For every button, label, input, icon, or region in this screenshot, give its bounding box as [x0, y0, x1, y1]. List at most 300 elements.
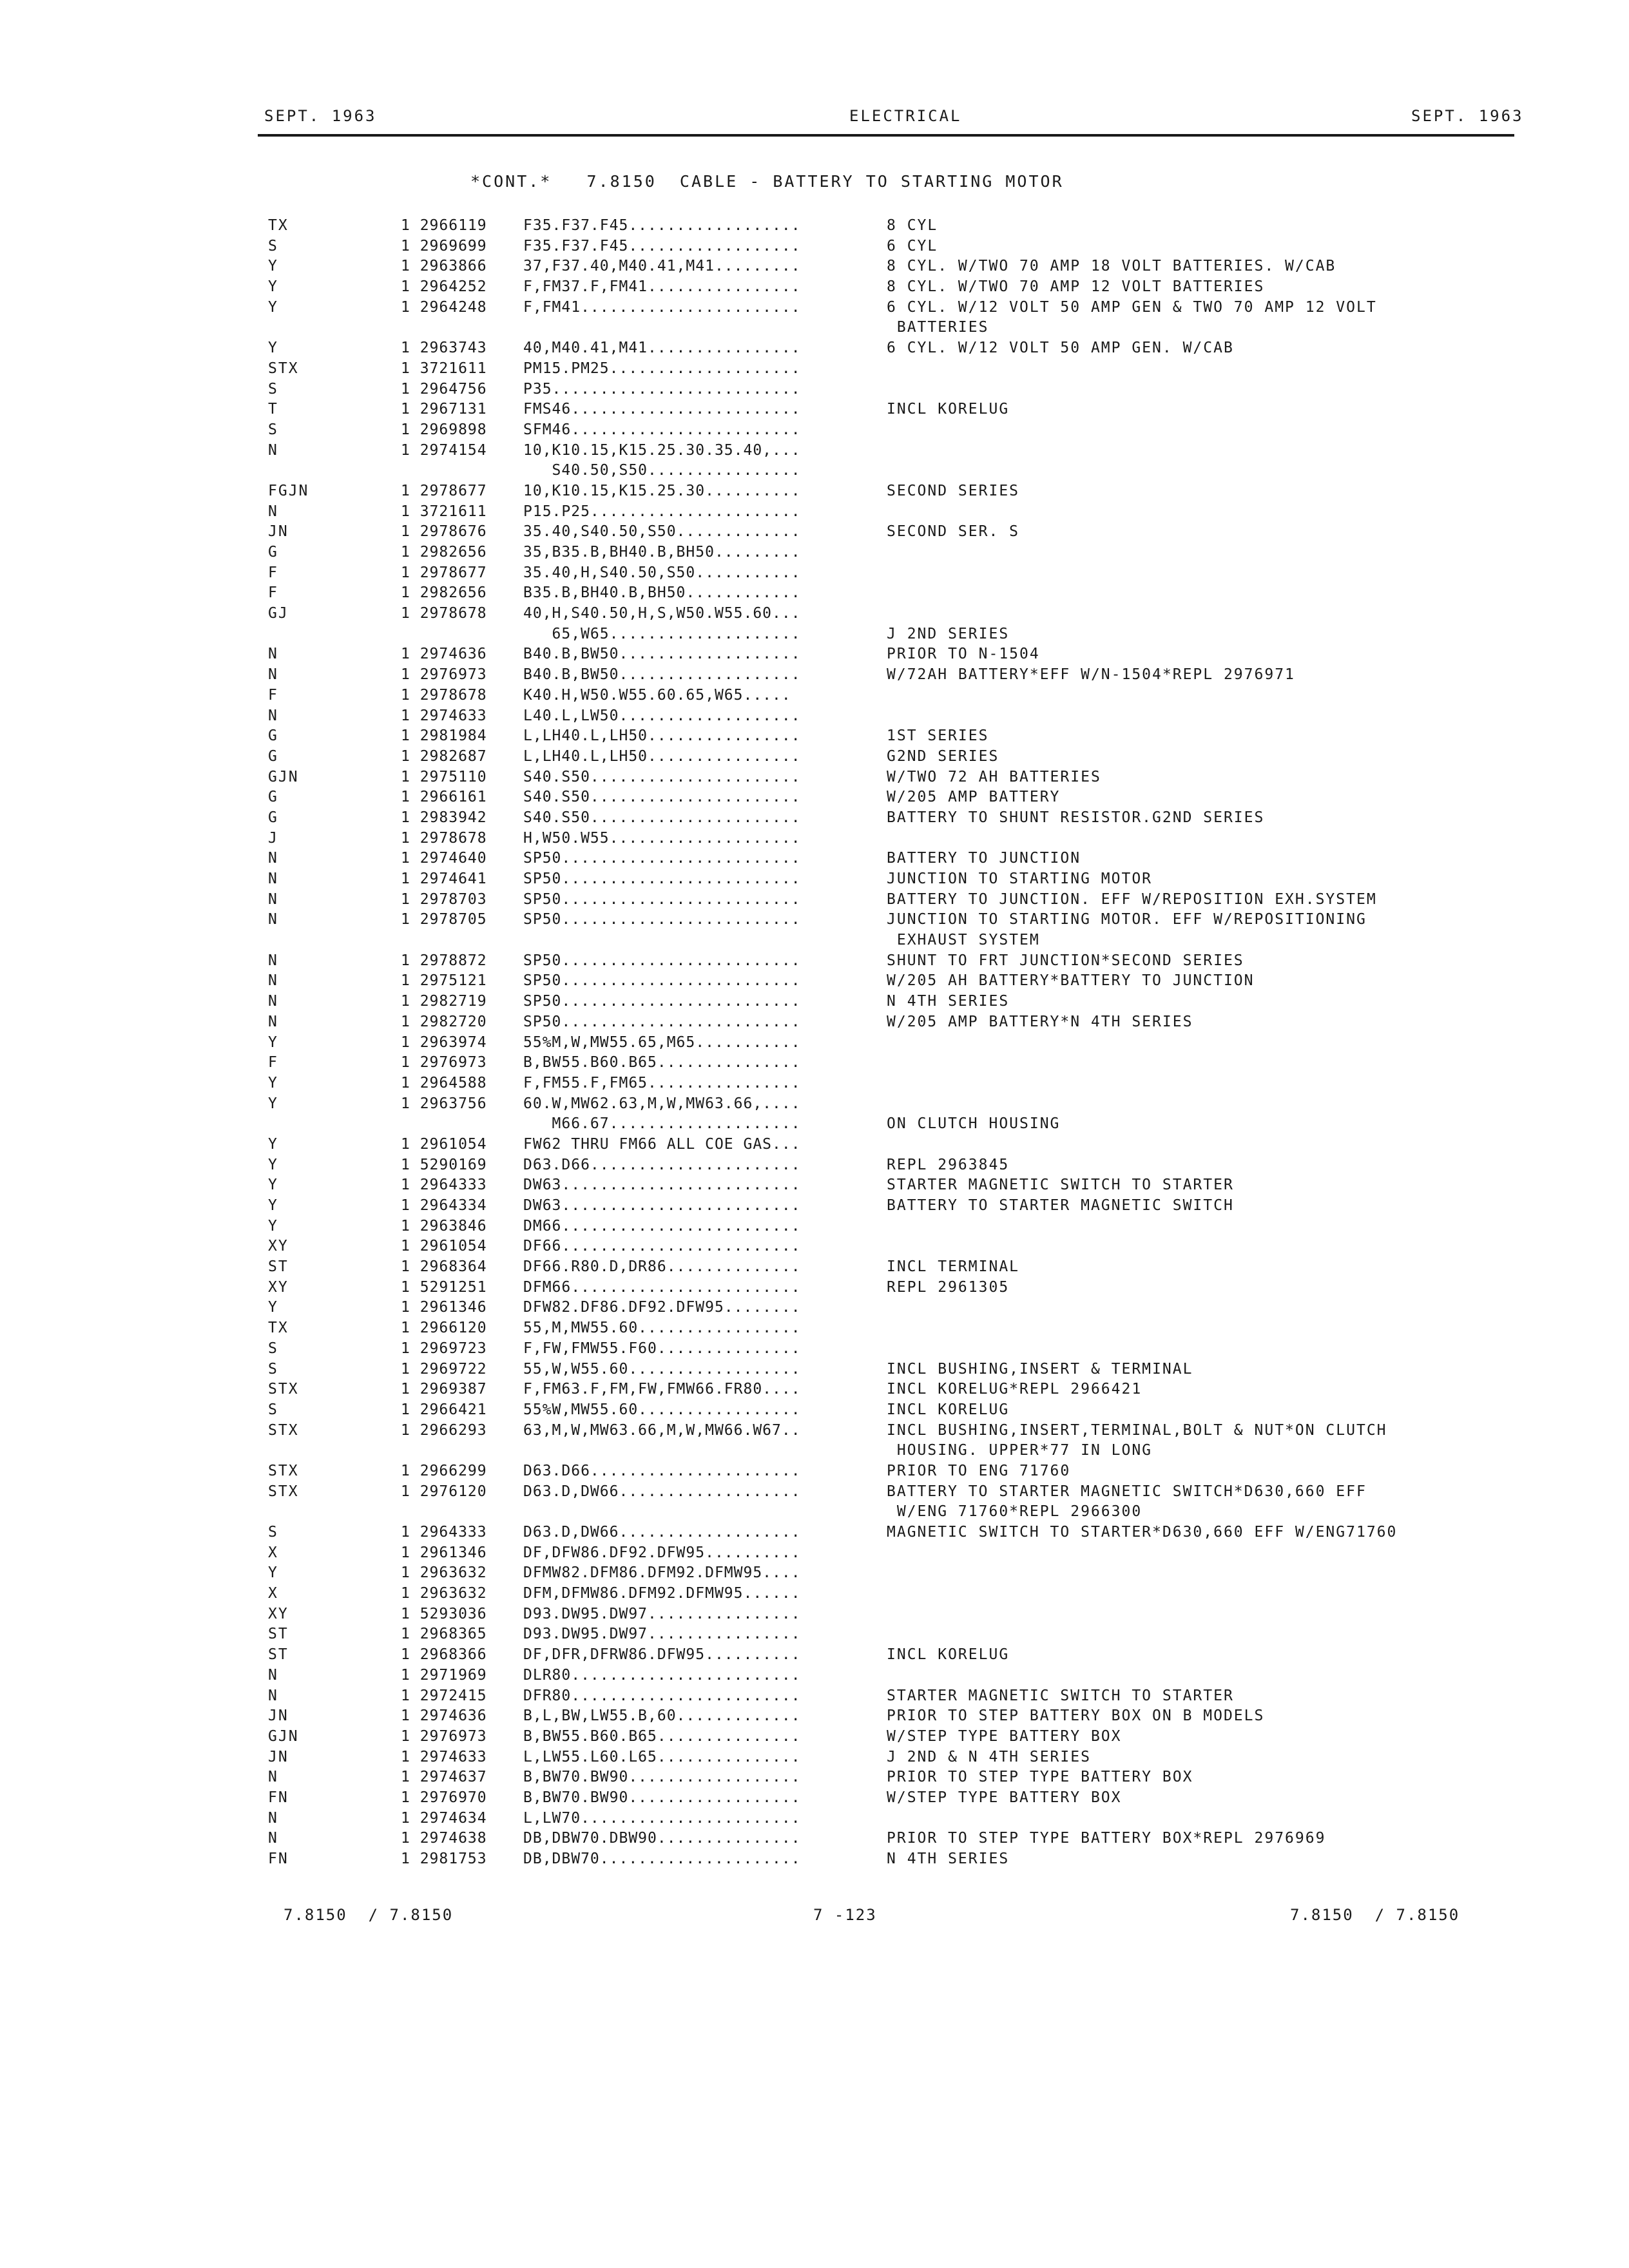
part-number: 1 2971969 — [401, 1666, 487, 1684]
model-applicability: 55%W,MW55.60................. — [523, 1401, 801, 1418]
part-number: 1 2975110 — [401, 768, 487, 785]
part-description: 1ST SERIES — [887, 727, 989, 745]
model-applicability: B35.B,BH40.B,BH50............ — [523, 584, 801, 602]
model-applicability: F,FM63.F,FM,FW,FMW66.FR80.... — [523, 1381, 801, 1398]
model-code: Y — [268, 1564, 278, 1582]
part-description: PRIOR TO ENG 71760 — [887, 1462, 1071, 1479]
part-number: 1 2967131 — [401, 401, 487, 418]
part-description: JUNCTION TO STARTING MOTOR — [887, 870, 1153, 887]
part-description: INCL KORELUG — [887, 401, 1010, 418]
model-code: N — [268, 850, 278, 867]
list-item — [0, 236, 1629, 257]
model-code: FGJN — [268, 482, 309, 499]
model-applicability: DF,DFR,DFRW86.DFW95.......... — [523, 1646, 801, 1664]
list-item — [0, 380, 1629, 400]
part-number: 1 2974636 — [401, 646, 487, 663]
model-code: ST — [268, 1646, 289, 1664]
list-item — [0, 1421, 1629, 1441]
list-item — [0, 1502, 1629, 1523]
part-number: 1 5293036 — [401, 1605, 487, 1622]
list-item — [0, 563, 1629, 584]
list-item — [0, 481, 1629, 502]
part-number: 1 2982656 — [401, 544, 487, 561]
list-item — [0, 1400, 1629, 1421]
part-number: 1 2978678 — [401, 605, 487, 622]
part-number: 1 2964756 — [401, 380, 487, 398]
list-item — [0, 522, 1629, 543]
part-number: 1 2966161 — [401, 789, 487, 806]
part-description: BATTERY TO STARTER MAGNETIC SWITCH*D630,660 EFF — [887, 1483, 1367, 1500]
part-description: 6 CYL. W/12 VOLT 50 AMP GEN. W/CAB — [887, 340, 1234, 357]
list-item — [0, 726, 1629, 747]
model-code: ST — [268, 1258, 289, 1276]
model-code: Y — [268, 1217, 278, 1235]
model-code: G — [268, 544, 278, 561]
model-applicability: L40.L,LW50................... — [523, 707, 801, 724]
part-description: BATTERIES — [887, 319, 989, 336]
model-code: Y — [268, 1033, 278, 1051]
model-code: N — [268, 441, 278, 459]
model-applicability: F35.F37.F45.................. — [523, 217, 801, 234]
model-code: J — [268, 829, 278, 847]
list-item — [0, 829, 1629, 849]
model-applicability: 65,W65.................... — [523, 625, 801, 642]
list-item — [0, 1360, 1629, 1380]
model-applicability: D63.D,DW66................... — [523, 1483, 801, 1500]
footer-ref-left: 7.8150 / 7.8150 — [284, 1906, 454, 1924]
part-number: 1 2983942 — [401, 809, 487, 826]
footer-ref-right: 7.8150 / 7.8150 — [1290, 1906, 1460, 1924]
list-item — [0, 583, 1629, 604]
list-item — [0, 706, 1629, 727]
model-code: N — [268, 1013, 278, 1030]
model-code: G — [268, 747, 278, 765]
part-number: 1 2966119 — [401, 217, 487, 234]
model-code: N — [268, 1830, 278, 1847]
part-description: W/72AH BATTERY*EFF W/N-1504*REPL 2976971 — [887, 666, 1295, 684]
list-item — [0, 1094, 1629, 1115]
part-description: 6 CYL. W/12 VOLT 50 AMP GEN & TWO 70 AMP 12 VOLT — [887, 298, 1377, 316]
model-applicability: S40.S50...................... — [523, 789, 801, 806]
list-item — [0, 1175, 1629, 1196]
list-item — [0, 1543, 1629, 1564]
list-item — [0, 1624, 1629, 1645]
part-description: BATTERY TO STARTER MAGNETIC SWITCH — [887, 1197, 1234, 1214]
model-code: GJN — [268, 768, 299, 785]
list-item — [0, 1829, 1629, 1849]
model-applicability: DB,DBW70..................... — [523, 1850, 801, 1867]
part-description: INCL KORELUG*REPL 2966421 — [887, 1381, 1142, 1398]
part-number: 1 2964252 — [401, 278, 487, 296]
part-number: 1 2982719 — [401, 993, 487, 1010]
part-number: 1 2963743 — [401, 340, 487, 357]
list-item — [0, 1584, 1629, 1604]
model-code: ST — [268, 1626, 289, 1643]
part-description: N 4TH SERIES — [887, 993, 1010, 1010]
model-code: STX — [268, 1462, 299, 1479]
header-rule — [258, 134, 1514, 137]
model-applicability: 40,M40.41,M41................ — [523, 340, 801, 357]
part-number: 1 2974154 — [401, 441, 487, 459]
list-item — [0, 1278, 1629, 1298]
model-applicability: 40,H,S40.50,H,S,W50.W55.60... — [523, 605, 801, 622]
model-code: STX — [268, 360, 299, 377]
model-applicability: 55,M,MW55.60................. — [523, 1320, 801, 1337]
list-item — [0, 441, 1629, 461]
list-item — [0, 1236, 1629, 1257]
model-code: FN — [268, 1789, 289, 1806]
part-number: 1 2976970 — [401, 1789, 487, 1806]
part-number: 1 2975121 — [401, 972, 487, 990]
model-applicability: 37,F37.40,M40.41,M41......... — [523, 258, 801, 275]
part-number: 1 2976120 — [401, 1483, 487, 1500]
list-item — [0, 624, 1629, 645]
model-applicability: S40.S50...................... — [523, 809, 801, 826]
model-code: F — [268, 584, 278, 602]
list-item — [0, 461, 1629, 481]
header-date-left: SEPT. 1963 — [264, 107, 377, 125]
model-code: N — [268, 646, 278, 663]
model-code: N — [268, 1687, 278, 1704]
list-item — [0, 1135, 1629, 1155]
model-applicability: S40.50,S50................ — [523, 462, 801, 479]
model-applicability: FMS46........................ — [523, 401, 801, 418]
model-code: G — [268, 727, 278, 745]
model-applicability: DLR80........................ — [523, 1666, 801, 1684]
model-applicability: DB,DBW70.DBW90............... — [523, 1830, 801, 1847]
part-description: INCL BUSHING,INSERT,TERMINAL,BOLT & NUT*ON CLUTCH — [887, 1421, 1387, 1439]
list-item — [0, 1339, 1629, 1360]
part-number: 1 2964588 — [401, 1074, 487, 1091]
model-code: S — [268, 1360, 278, 1378]
model-applicability: 63,M,W,MW63.66,M,W,MW66.W67.. — [523, 1421, 801, 1439]
model-code: JN — [268, 523, 289, 541]
part-number: 1 2968365 — [401, 1626, 487, 1643]
part-number: 1 2978678 — [401, 829, 487, 847]
part-number: 1 2964334 — [401, 1197, 487, 1214]
model-code: TX — [268, 1320, 289, 1337]
model-applicability: DF66......................... — [523, 1238, 801, 1255]
model-code: GJ — [268, 605, 289, 622]
part-description: 8 CYL. W/TWO 70 AMP 18 VOLT BATTERIES. W/CAB — [887, 258, 1336, 275]
list-item — [0, 1727, 1629, 1747]
list-item — [0, 1788, 1629, 1809]
model-applicability: F,FW,FMW55.F60............... — [523, 1340, 801, 1357]
model-applicability: D63.D,DW66................... — [523, 1524, 801, 1541]
part-number: 1 5291251 — [401, 1278, 487, 1296]
part-number: 1 3721611 — [401, 360, 487, 377]
part-number: 1 2963846 — [401, 1217, 487, 1235]
section-title: *CONT.* 7.8150 CABLE - BATTERY TO STARTING MOTOR — [470, 172, 1064, 191]
model-applicability: H,W50.W55.................... — [523, 829, 801, 847]
part-number: 1 2976973 — [401, 1727, 487, 1745]
part-number: 1 2964333 — [401, 1524, 487, 1541]
model-applicability: D63.D66...................... — [523, 1156, 801, 1173]
part-number: 1 2963756 — [401, 1095, 487, 1112]
model-code: N — [268, 666, 278, 684]
list-item — [0, 1809, 1629, 1829]
list-item — [0, 849, 1629, 869]
model-applicability: DW63......................... — [523, 1197, 801, 1214]
part-number: 1 2978678 — [401, 686, 487, 704]
model-applicability: B40.B,BW50................... — [523, 646, 801, 663]
part-number: 1 2964333 — [401, 1177, 487, 1194]
model-applicability: DW63......................... — [523, 1177, 801, 1194]
list-item — [0, 1706, 1629, 1727]
list-item — [0, 951, 1629, 972]
part-description: STARTER MAGNETIC SWITCH TO STARTER — [887, 1177, 1234, 1194]
header-section: ELECTRICAL — [849, 107, 962, 125]
model-applicability: SP50......................... — [523, 1013, 801, 1030]
list-item — [0, 1461, 1629, 1482]
list-item — [0, 644, 1629, 665]
part-description: PRIOR TO STEP BATTERY BOX ON B MODELS — [887, 1707, 1265, 1725]
list-item — [0, 338, 1629, 359]
part-description: JUNCTION TO STARTING MOTOR. EFF W/REPOSITIONING — [887, 911, 1367, 928]
part-description: 8 CYL — [887, 217, 938, 234]
list-item — [0, 686, 1629, 706]
model-applicability: B,BW55.B60.B65............... — [523, 1727, 801, 1745]
model-code: N — [268, 503, 278, 520]
list-item — [0, 298, 1629, 318]
part-description: BATTERY TO SHUNT RESISTOR.G2ND SERIES — [887, 809, 1265, 826]
model-code: GJN — [268, 1727, 299, 1745]
part-number: 1 2974640 — [401, 850, 487, 867]
model-applicability: SP50......................... — [523, 890, 801, 908]
part-description: 8 CYL. W/TWO 70 AMP 12 VOLT BATTERIES — [887, 278, 1265, 296]
list-item — [0, 1155, 1629, 1176]
model-code: STX — [268, 1421, 299, 1439]
list-item — [0, 869, 1629, 890]
model-code: Y — [268, 1095, 278, 1112]
model-applicability: D93.DW95.DW97................ — [523, 1605, 801, 1622]
part-number: 1 2981984 — [401, 727, 487, 745]
part-description: J 2ND SERIES — [887, 625, 1010, 642]
model-code: N — [268, 870, 278, 887]
part-description: INCL BUSHING,INSERT & TERMINAL — [887, 1360, 1193, 1378]
part-number: 1 2969898 — [401, 421, 487, 438]
part-number: 1 2982687 — [401, 747, 487, 765]
part-description: W/TWO 72 AH BATTERIES — [887, 768, 1101, 785]
list-item — [0, 1033, 1629, 1053]
model-code: Y — [268, 1135, 278, 1153]
model-applicability: DM66......................... — [523, 1217, 801, 1235]
part-number: 1 2978705 — [401, 911, 487, 928]
model-applicability: DFMW82.DFM86.DFM92.DFMW95.... — [523, 1564, 801, 1582]
model-applicability: L,LH40.L,LH50................ — [523, 727, 801, 745]
part-number: 1 2963632 — [401, 1585, 487, 1602]
part-number: 1 2974634 — [401, 1809, 487, 1827]
part-number: 1 2969723 — [401, 1340, 487, 1357]
list-item — [0, 1379, 1629, 1400]
model-applicability: S40.S50...................... — [523, 768, 801, 785]
model-applicability: 10,K10.15,K15.25.30.......... — [523, 482, 801, 499]
model-applicability: L,LH40.L,LH50................ — [523, 747, 801, 765]
model-applicability: 35,B35.B,BH40.B,BH50......... — [523, 544, 801, 561]
list-item — [0, 665, 1629, 686]
list-item — [0, 1441, 1629, 1461]
part-description: INCL KORELUG — [887, 1401, 1010, 1418]
model-code: N — [268, 707, 278, 724]
part-description: PRIOR TO STEP TYPE BATTERY BOX — [887, 1769, 1193, 1786]
model-applicability: K40.H,W50.W55.60.65,W65..... — [523, 686, 791, 704]
model-code: N — [268, 952, 278, 969]
part-number: 1 2961346 — [401, 1299, 487, 1316]
list-item — [0, 1053, 1629, 1073]
part-description: W/STEP TYPE BATTERY BOX — [887, 1727, 1122, 1745]
model-code: F — [268, 1054, 278, 1072]
model-code: S — [268, 237, 278, 255]
part-description: BATTERY TO JUNCTION — [887, 850, 1081, 867]
list-item — [0, 1666, 1629, 1686]
part-number: 1 2974638 — [401, 1830, 487, 1847]
part-number: 1 2963866 — [401, 258, 487, 275]
part-number: 1 2969722 — [401, 1360, 487, 1378]
model-applicability: B40.B,BW50................... — [523, 666, 801, 684]
list-item — [0, 930, 1629, 951]
model-applicability: D63.D66...................... — [523, 1462, 801, 1479]
model-applicability: 55%M,W,MW55.65,M65........... — [523, 1033, 801, 1051]
part-description: BATTERY TO JUNCTION. EFF W/REPOSITION EXH.SYSTEM — [887, 890, 1377, 908]
part-number: 1 2966293 — [401, 1421, 487, 1439]
model-applicability: SP50......................... — [523, 850, 801, 867]
part-description: ON CLUTCH HOUSING — [887, 1115, 1061, 1133]
list-item — [0, 543, 1629, 563]
part-number: 1 2978677 — [401, 482, 487, 499]
model-applicability: SP50......................... — [523, 952, 801, 969]
list-item — [0, 1298, 1629, 1318]
part-description: STARTER MAGNETIC SWITCH TO STARTER — [887, 1687, 1234, 1704]
part-description: SHUNT TO FRT JUNCTION*SECOND SERIES — [887, 952, 1244, 969]
model-code: N — [268, 1666, 278, 1684]
part-description: INCL KORELUG — [887, 1646, 1010, 1664]
part-number: 1 2963632 — [401, 1564, 487, 1582]
model-applicability: SP50......................... — [523, 972, 801, 990]
part-description: MAGNETIC SWITCH TO STARTER*D630,660 EFF W/ENG71760 — [887, 1524, 1398, 1541]
part-description: J 2ND & N 4TH SERIES — [887, 1748, 1091, 1765]
model-applicability: F,FM37.F,FM41................ — [523, 278, 801, 296]
model-code: N — [268, 972, 278, 990]
model-applicability: B,BW70.BW90.................. — [523, 1769, 801, 1786]
model-code: S — [268, 1340, 278, 1357]
model-code: G — [268, 789, 278, 806]
header-date-right: SEPT. 1963 — [1411, 107, 1524, 125]
list-item — [0, 1645, 1629, 1666]
model-applicability: DF66.R80.D,DR86.............. — [523, 1258, 801, 1276]
model-code: Y — [268, 1074, 278, 1091]
model-applicability: 35.40,H,S40.50,S50........... — [523, 564, 801, 581]
model-applicability: 10,K10.15,K15.25.30.35.40,... — [523, 441, 801, 459]
model-code: G — [268, 809, 278, 826]
model-code: S — [268, 380, 278, 398]
list-item — [0, 399, 1629, 420]
model-applicability: D93.DW95.DW97................ — [523, 1626, 801, 1643]
part-number: 1 2974641 — [401, 870, 487, 887]
model-code: Y — [268, 1299, 278, 1316]
part-number: 1 2972415 — [401, 1687, 487, 1704]
model-applicability: B,L,BW,LW55.B,60............. — [523, 1707, 801, 1725]
list-item — [0, 1686, 1629, 1707]
part-number: 1 2974637 — [401, 1769, 487, 1786]
list-item — [0, 992, 1629, 1012]
model-applicability: B,BW70.BW90.................. — [523, 1789, 801, 1806]
list-item — [0, 420, 1629, 441]
part-number: 1 2961054 — [401, 1135, 487, 1153]
list-item — [0, 1523, 1629, 1543]
part-description: HOUSING. UPPER*77 IN LONG — [887, 1442, 1153, 1459]
model-code: JN — [268, 1748, 289, 1765]
model-code: Y — [268, 1177, 278, 1194]
model-code: S — [268, 421, 278, 438]
model-code: S — [268, 1524, 278, 1541]
part-number: 1 2963974 — [401, 1033, 487, 1051]
list-item — [0, 1114, 1629, 1135]
model-code: STX — [268, 1483, 299, 1500]
model-code: Y — [268, 1197, 278, 1214]
list-item — [0, 1318, 1629, 1339]
model-applicability: DFW82.DF86.DF92.DFW95........ — [523, 1299, 801, 1316]
list-item — [0, 1747, 1629, 1768]
list-item — [0, 256, 1629, 277]
part-number: 1 2978677 — [401, 564, 487, 581]
part-number: 1 2966120 — [401, 1320, 487, 1337]
model-applicability: PM15.PM25.................... — [523, 360, 801, 377]
model-code: Y — [268, 298, 278, 316]
model-applicability: DFM,DFMW86.DFM92.DFMW95...... — [523, 1585, 801, 1602]
model-applicability: F,FM41....................... — [523, 298, 801, 316]
model-code: Y — [268, 1156, 278, 1173]
list-item — [0, 1012, 1629, 1033]
list-item — [0, 1196, 1629, 1216]
list-item — [0, 216, 1629, 236]
model-code: N — [268, 1769, 278, 1786]
model-applicability: P15.P25...................... — [523, 503, 801, 520]
model-code: Y — [268, 340, 278, 357]
part-description: N 4TH SERIES — [887, 1850, 1010, 1867]
model-code: STX — [268, 1381, 299, 1398]
model-applicability: B,BW55.B60.B65............... — [523, 1054, 801, 1072]
model-code: N — [268, 993, 278, 1010]
model-applicability: DF,DFW86.DF92.DFW95.......... — [523, 1544, 801, 1561]
list-item — [0, 1849, 1629, 1870]
list-item — [0, 1563, 1629, 1584]
model-code: TX — [268, 217, 289, 234]
list-item — [0, 808, 1629, 829]
list-item — [0, 910, 1629, 930]
model-code: X — [268, 1544, 278, 1561]
list-item — [0, 787, 1629, 808]
part-number: 1 2974636 — [401, 1707, 487, 1725]
part-number: 1 2976973 — [401, 1054, 487, 1072]
part-description: W/ENG 71760*REPL 2966300 — [887, 1503, 1142, 1521]
part-description: SECOND SER. S — [887, 523, 1020, 541]
part-description: REPL 2961305 — [887, 1278, 1010, 1296]
model-applicability: SFM46........................ — [523, 421, 801, 438]
model-applicability: 35.40,S40.50,S50............. — [523, 523, 801, 541]
model-code: N — [268, 890, 278, 908]
model-applicability: 55,W,W55.60.................. — [523, 1360, 801, 1378]
model-code: F — [268, 686, 278, 704]
part-number: 1 2976973 — [401, 666, 487, 684]
model-code: XY — [268, 1278, 289, 1296]
list-item — [0, 890, 1629, 910]
part-number: 1 2966421 — [401, 1401, 487, 1418]
model-code: XY — [268, 1238, 289, 1255]
model-code: XY — [268, 1605, 289, 1622]
part-description: G2ND SERIES — [887, 747, 999, 765]
part-description: W/STEP TYPE BATTERY BOX — [887, 1789, 1122, 1806]
list-item — [0, 604, 1629, 624]
